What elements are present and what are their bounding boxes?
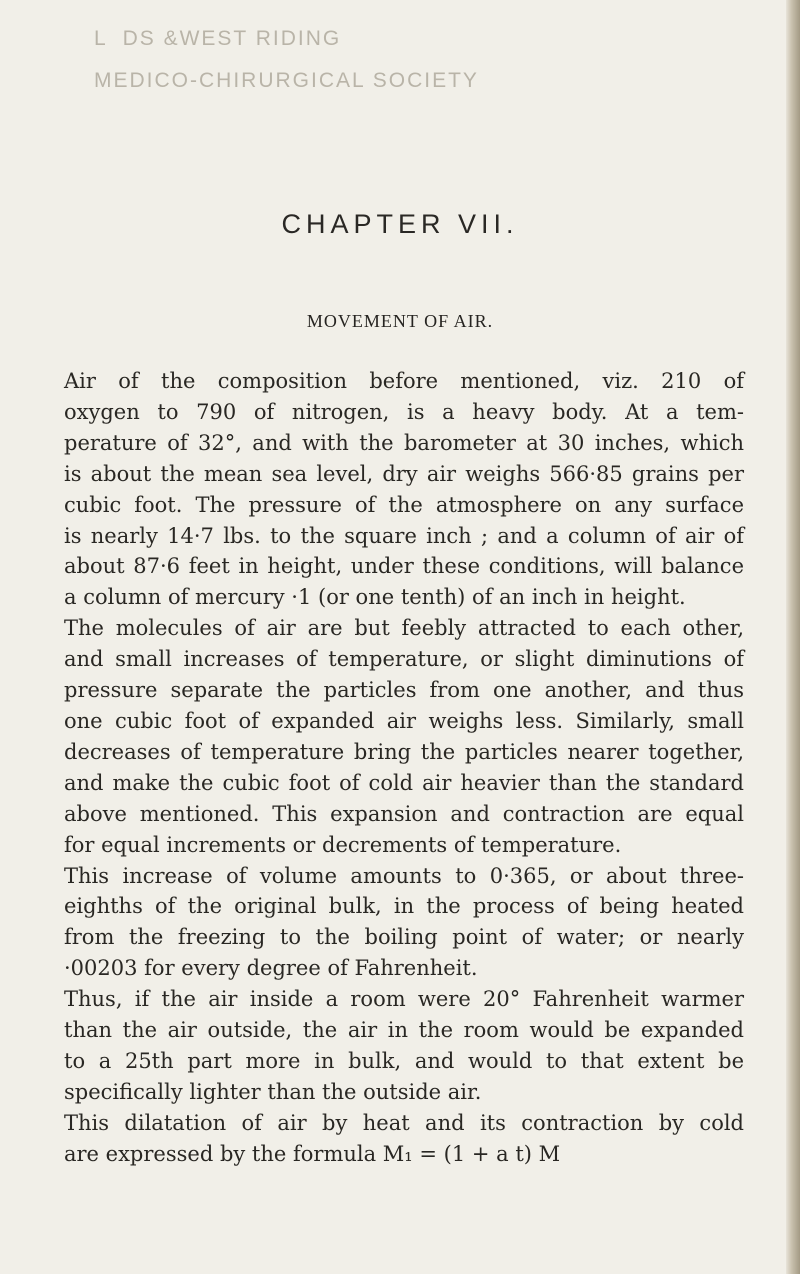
text-line: above mentioned. This expansion and contraction are equal bbox=[64, 801, 744, 826]
text-line: The molecules of air are but feebly attracted to each other, bbox=[64, 616, 744, 641]
text-line: specifically lighter than the outside air. bbox=[64, 1079, 482, 1104]
text-line: than the air outside, the air in the room would be expanded bbox=[64, 1018, 744, 1043]
text-line: oxygen to 790 of nitrogen, is a heavy body. At a tem- bbox=[64, 399, 744, 424]
text-line: This dilatation of air by heat and its contraction by cold bbox=[64, 1110, 744, 1135]
text-line: to a 25th part more in bulk, and would to that extent be bbox=[64, 1048, 744, 1073]
text-line: Thus, if the air inside a room were 20° Fahrenheit warmer bbox=[64, 987, 744, 1012]
text-line: one cubic foot of expanded air weighs less. Similarly, small bbox=[64, 708, 744, 733]
text-line: a column of mercury ·1 (or one tenth) of an inch in height. bbox=[64, 585, 686, 610]
text-line: and small increases of temperature, or slight diminutions of bbox=[64, 647, 744, 672]
text-line: for equal increments or decrements of temperature. bbox=[64, 832, 622, 857]
text-line: from the freezing to the boiling point of water; or nearly bbox=[64, 925, 744, 950]
text-line: pressure separate the particles from one another, and thus bbox=[64, 678, 744, 703]
text-line: cubic foot. The pressure of the atmosphere on any surface bbox=[64, 492, 744, 517]
bleed-through-stamp bbox=[94, 18, 479, 102]
text-line: decreases of temperature bring the particles nearer together, bbox=[64, 739, 744, 764]
bleed-line-2: MEDICO-CHIRURGICAL SOCIETY bbox=[94, 69, 479, 92]
formula-line: are expressed by the formula M₁ = (1 + a t) M bbox=[64, 1141, 561, 1166]
body-text bbox=[64, 366, 744, 1170]
text-line: This increase of volume amounts to 0·365, or about three- bbox=[64, 863, 744, 888]
page-edge bbox=[786, 0, 800, 1274]
text-line: perature of 32°, and with the barometer at 30 inches, which bbox=[64, 430, 744, 455]
text-line: eighths of the original bulk, in the process of being heated bbox=[64, 894, 744, 919]
text-line: ·00203 for every degree of Fahrenheit. bbox=[64, 956, 478, 981]
bleed-line-1: L DS &WEST RIDING bbox=[94, 27, 342, 50]
text-line: is nearly 14·7 lbs. to the square inch ; and a column of air of bbox=[64, 523, 744, 548]
text-line: about 87·6 feet in height, under these conditions, will balance bbox=[64, 554, 744, 579]
text-line: and make the cubic foot of cold air heavier than the standard bbox=[64, 770, 744, 795]
section-title: MOVEMENT OF AIR. bbox=[306, 311, 494, 331]
text-line: is about the mean sea level, dry air weighs 566·85 grains per bbox=[64, 461, 744, 486]
text-line: Air of the composition before mentioned, viz. 210 of bbox=[64, 369, 744, 393]
chapter-title: CHAPTER VII. bbox=[281, 209, 519, 239]
